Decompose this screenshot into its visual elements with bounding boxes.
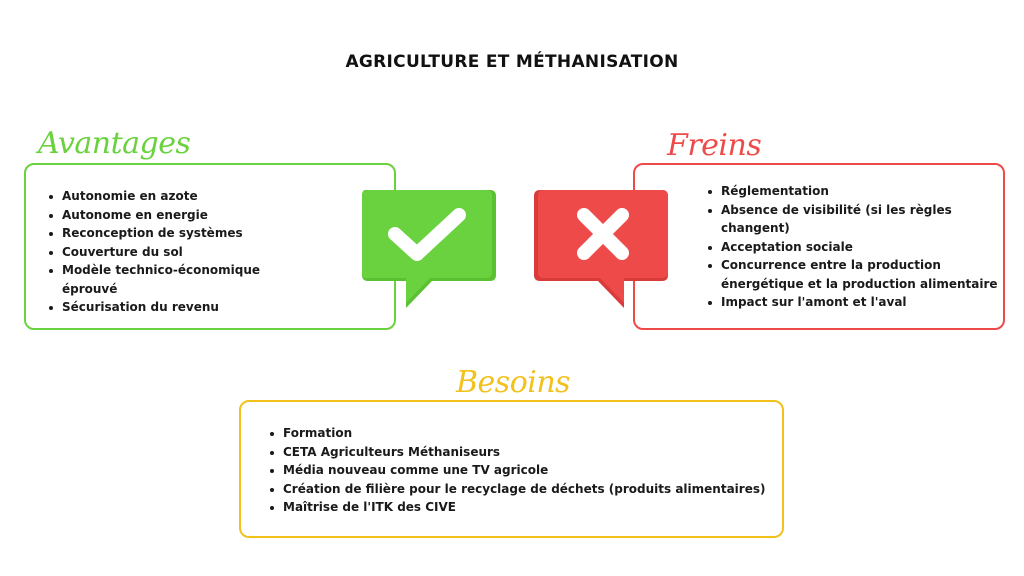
list-item: Absence de visibilité (si les règles changent) (707, 201, 961, 238)
freins-box (633, 163, 1005, 330)
list-item: Reconception de systèmes (48, 224, 394, 243)
avantages-heading: Avantages (38, 126, 191, 161)
besoins-list (269, 424, 782, 517)
besoins-heading: Besoins (456, 365, 571, 400)
list-item: Acceptation sociale (707, 238, 1003, 257)
avantages-list (48, 187, 394, 317)
list-item: Couverture du sol (48, 243, 394, 262)
list-item: Autonome en energie (48, 206, 394, 225)
list-item: Réglementation (707, 182, 1003, 201)
list-item: CETA Agriculteurs Méthaniseurs (269, 443, 782, 462)
freins-list (707, 182, 1003, 312)
list-item: Modèle technico-économique éprouvé (48, 261, 272, 298)
avantages-box (24, 163, 396, 330)
list-item: Concurrence entre la production énergétique et la production alimentaire (707, 256, 1006, 293)
list-item: Impact sur l'amont et l'aval (707, 293, 1003, 312)
page-title: AGRICULTURE ET MÉTHANISATION (345, 52, 679, 72)
list-item: Sécurisation du revenu (48, 298, 394, 317)
besoins-box (239, 400, 784, 538)
list-item: Média nouveau comme une TV agricole (269, 461, 782, 480)
checkmark-bubble (362, 190, 496, 312)
freins-heading: Freins (667, 128, 762, 163)
list-item: Maîtrise de l'ITK des CIVE (269, 498, 782, 517)
list-item: Création de filière pour le recyclage de déchets (produits alimentaires) (269, 480, 782, 499)
list-item: Autonomie en azote (48, 187, 394, 206)
cross-bubble (534, 190, 668, 312)
list-item: Formation (269, 424, 782, 443)
